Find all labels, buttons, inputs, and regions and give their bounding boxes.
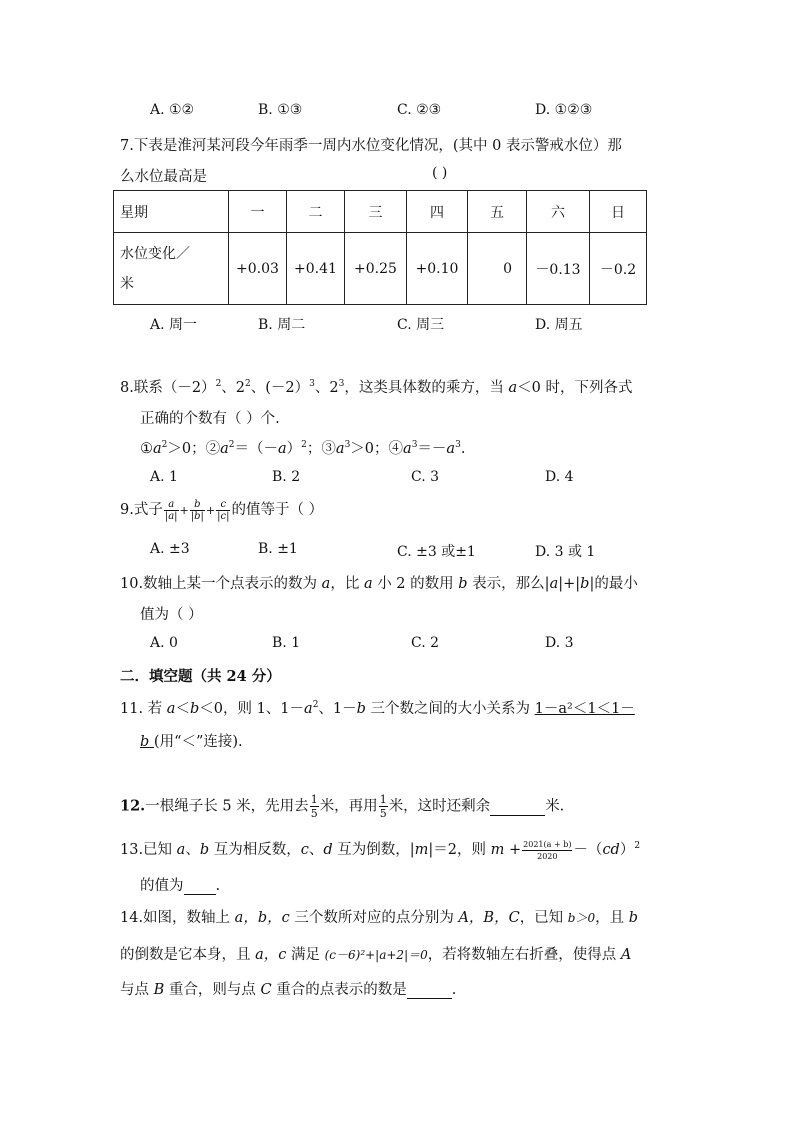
fraction-b: $\frac{b}{|b|}$ [190,498,204,522]
table-header-cell: 一 [229,191,287,233]
table-cell: 0 [468,233,527,305]
table-row-label [114,233,229,305]
q11-line1: 11. 若 a＜b＜0，则 1、$1-a^2$、1－b 三个数之间的大小关系为 1－a²＜1＜1－ [120,700,635,717]
q8-option-c: C. 3 [411,469,440,485]
q7-option-c: C. 周三 [397,317,445,333]
table-cell: +0.25 [345,233,407,305]
q14-line3: 与点 B 重合，则与点 C 重合的点表示的数是 . [120,982,457,998]
q9-option-c: C. ±3 或±1 [397,544,476,560]
table-header-cell: 二 [287,191,345,233]
table-row [114,233,647,305]
q7-line1: 7.下表是淮河某河段今年雨季一周内水位变化情况，(其中 0 表示警戒水位）那 [120,138,622,154]
q10-option-a: A. 0 [150,635,178,651]
q10-option-d: D. 3 [545,635,574,651]
table-cell: －0.2 [590,233,647,305]
q11-line2: b (用“＜”连接). [140,734,243,750]
section-heading: 二．填空题（共 24 分） [120,668,281,685]
q10-line1: 10.数轴上某一个点表示的数为 a，比 a 小 2 的数用 b 表示，那么|a|+|b|的最小 [120,576,638,592]
row-label-line1: 水位变化／ [120,245,190,262]
water-level-table [113,190,647,305]
q9-line: 9.式子 $\frac{a}{|a|}$ + $\frac{b}{|b|}$ + $\frac{c}{|c|}$ 的值等于（ ） [120,498,324,522]
table-header-cell: 四 [407,191,468,233]
q13-answer-blank[interactable] [184,878,216,895]
q10-line2: 值为（ ） [140,607,203,623]
table-cell: +0.03 [229,233,287,305]
q8-line1: 8.联系$(-2)^2$、$2^2$、(－2）$^3$、$2^3$，这类具体数的乘方，当 a＜0 时，下列各式 [120,379,633,396]
q12-answer-blank[interactable] [490,799,545,816]
table-cell: +0.10 [407,233,468,305]
q14-equation: (c－6)²+|a+2|＝0 [324,948,428,962]
table-header-cell: 三 [345,191,407,233]
q8-option-b: B. 2 [272,469,301,485]
fraction-one-fifth: $\frac{1}{5}$ [310,793,318,820]
table-header-cell: 日 [590,191,647,233]
q13-line1: 13.已知 a、b 互为相反数，c、d 互为倒数，|m|＝2，则 m + $\frac{2021(a + b)}{2020}$ －（cd）$^2$ [120,839,641,861]
q8-option-a: A. 1 [150,469,178,485]
q9-option-b: B. ±1 [258,541,298,557]
q14-line1: 14.如图，数轴上 a，b，c 三个数所对应的点分别为 A，B，C，已知 b＞0，且 b [120,910,639,926]
q10-option-b: B. 1 [272,635,301,651]
q12-line: 12.一根绳子长 5 米，先用去 $\frac{1}{5}$ 米，再用 $\frac{1}{5}$ 米，这时还剩余 米. [120,793,565,820]
table-cell: +0.41 [287,233,345,305]
fraction-2021: $\frac{2021(a + b)}{2020}$ [523,839,572,861]
q14-line2: 的倒数是它本身，且 a，c 满足 (c－6)²+|a+2|＝0，若将数轴左右折叠，使得点 A [120,947,632,963]
q10-option-c: C. 2 [411,635,440,651]
q13-line2: 的值为 . [140,878,221,894]
q9-option-a: A. ±3 [150,541,190,557]
q6-option-c: C. ②③ [397,102,442,118]
q11-answer: 1－a²＜1＜1－ [534,701,635,717]
q7-option-a: A. 周一 [150,317,198,333]
row-label-line2: 米 [120,275,134,292]
q7-option-d: D. 周五 [535,317,583,333]
table-header-cell: 六 [527,191,590,233]
table-header-cell: 星期 [114,191,229,233]
table-header-cell: 五 [468,191,527,233]
fraction-a: $\frac{a}{|a|}$ [164,498,178,522]
q14-answer-blank[interactable] [407,982,452,999]
fraction-one-fifth: $\frac{1}{5}$ [379,793,387,820]
q7-option-b: B. 周二 [258,317,306,333]
fraction-c: $\frac{c}{|c|}$ [217,498,230,522]
q7-line2: 么水位最高是 [120,169,207,185]
table-header-row [114,191,647,233]
q6-option-d: D. ①②③ [535,102,593,118]
q7-answer-paren: ( ) [432,165,448,181]
q6-option-b: B. ①③ [258,102,303,118]
q9-option-d: D. 3 或 1 [535,544,596,560]
table-cell: －0.13 [527,233,590,305]
q6-option-a: A. ①② [150,102,195,118]
q8-option-d: D. 4 [545,469,574,485]
q8-line2: 正确的个数有（ ）个. [140,411,280,427]
q8-line3: $①a^2>0$；$②a^2=(-a)^2$；$③a^3>0$；$④a^3=-a^3$. [140,440,466,457]
